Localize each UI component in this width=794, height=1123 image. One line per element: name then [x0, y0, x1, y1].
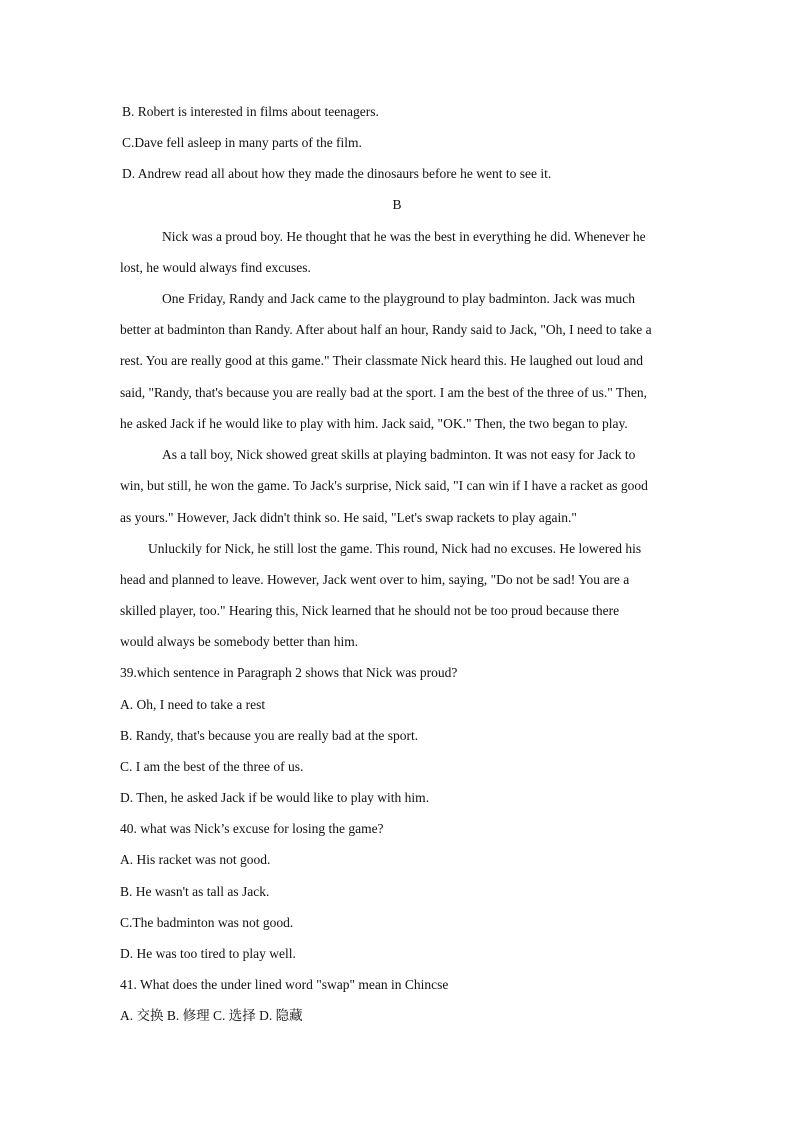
question-40-option-c: C.The badminton was not good. [120, 915, 294, 930]
question-39-option-a: A. Oh, I need to take a rest [120, 697, 266, 712]
prev-option-d: D. Andrew read all about how they made the dinosaurs before he went to see it. [122, 166, 552, 181]
prev-option-b: B. Robert is interested in films about teenagers. [122, 104, 379, 119]
question-40-option-b: B. He wasn't as tall as Jack. [120, 884, 270, 899]
passage-p4-line: head and planned to leave. However, Jack went over to him, saying, "Do not be sad! You are a [120, 572, 630, 587]
passage-p3-line: win, but still, he won the game. To Jack's surprise, Nick said, "I can win if I have a racket as good [120, 478, 648, 493]
prev-option-c: C.Dave fell asleep in many parts of the film. [122, 135, 362, 150]
section-label: B [392, 197, 402, 212]
passage-p4-line: Unluckily for Nick, he still lost the game. This round, Nick had no excuses. He lowered his [148, 541, 642, 556]
question-40-stem: 40. what was Nick’s excuse for losing the game? [120, 821, 384, 836]
question-39-option-d: D. Then, he asked Jack if be would like to play with him. [120, 790, 430, 805]
passage-p2-line: said, "Randy, that's because you are really bad at the sport. I am the best of the three of us." Then, [120, 385, 648, 400]
passage-p2-line: he asked Jack if he would like to play with him. Jack said, "OK." Then, the two began to play. [120, 416, 628, 431]
passage-p2-line: better at badminton than Randy. After about half an hour, Randy said to Jack, "Oh, I need to take a [120, 322, 652, 337]
passage-p1-line: lost, he would always find excuses. [120, 260, 311, 275]
passage-p1-line: Nick was a proud boy. He thought that he was the best in everything he did. Whenever he [162, 229, 646, 244]
question-39-option-b: B. Randy, that's because you are really bad at the sport. [120, 728, 419, 743]
passage-p3-line: As a tall boy, Nick showed great skills at playing badminton. It was not easy for Jack to [162, 447, 636, 462]
passage-p4-line: skilled player, too." Hearing this, Nick learned that he should not be too proud because there [120, 603, 620, 618]
passage-p4-line: would always be somebody better than him. [120, 634, 359, 649]
question-39-stem: 39.which sentence in Paragraph 2 shows that Nick was proud? [120, 665, 458, 680]
passage-p2-line: rest. You are really good at this game." Their classmate Nick heard this. He laughed out loud and [120, 353, 644, 368]
question-41-options: A. 交换 B. 修理 C. 选择 D. 隐藏 [120, 1008, 303, 1023]
question-40-option-d: D. He was too tired to play well. [120, 946, 296, 961]
passage-p2-line: One Friday, Randy and Jack came to the playground to play badminton. Jack was much [162, 291, 636, 306]
passage-p3-line: as yours." However, Jack didn't think so. He said, "Let's swap rackets to play again." [120, 510, 577, 525]
question-41-stem: 41. What does the under lined word "swap" mean in Chincse [120, 977, 449, 992]
question-40-option-a: A. His racket was not good. [120, 852, 271, 867]
question-39-option-c: C. I am the best of the three of us. [120, 759, 304, 774]
